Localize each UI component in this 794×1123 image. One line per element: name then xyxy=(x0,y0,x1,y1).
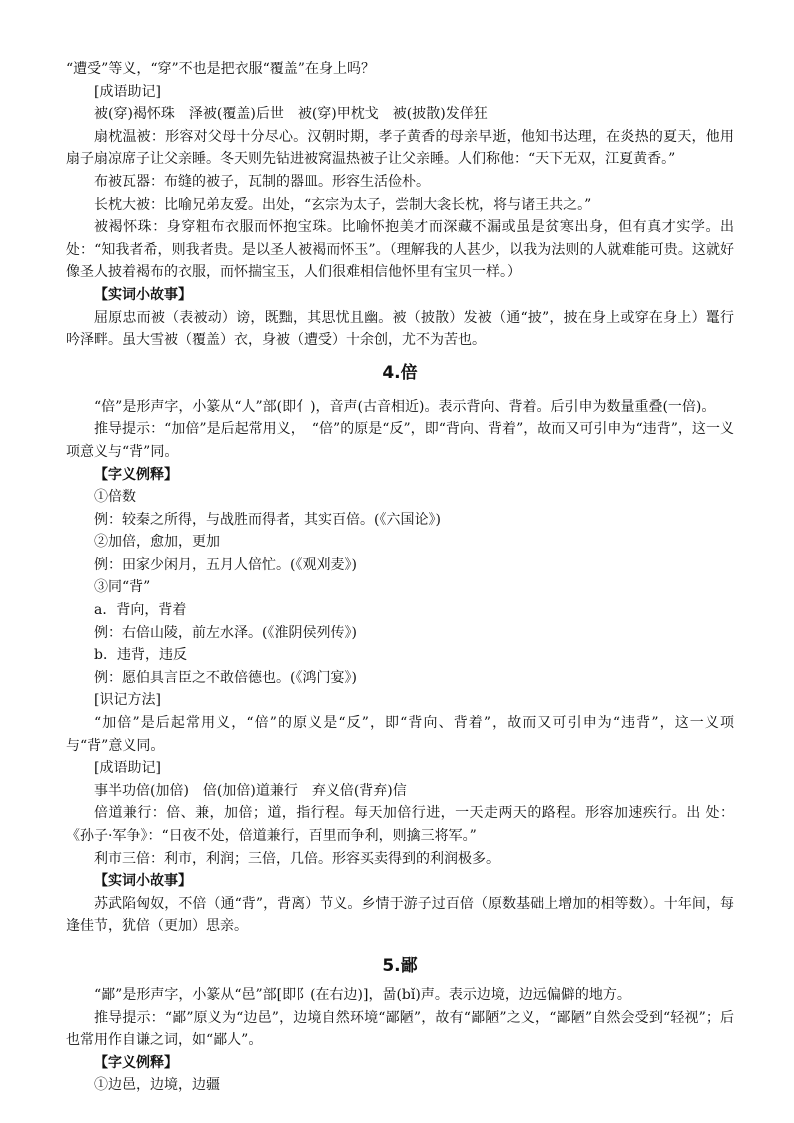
paragraph: “遭受”等义，“穿”不也是把衣服“覆盖”在身上吗？ xyxy=(66,61,375,77)
example-line: 例：右倍山陵，前左水泽。(《淮阴侯列传》) xyxy=(94,624,357,641)
section-heading: 5.鄙 xyxy=(382,955,418,976)
section-label: 【字义例释】 xyxy=(94,1054,178,1071)
definition-item: ①边邑，边境，边疆 xyxy=(94,1077,220,1094)
idiom-list: 事半功倍(加倍) 倍(加倍)道兼行 弃义倍(背弃)信 xyxy=(94,782,407,799)
definition-item: ①倍数 xyxy=(94,489,136,506)
section-label: [成语助记] xyxy=(94,83,161,100)
idiom-explanation: 布被瓦器：布缝的被子，瓦制的器皿。形容生活俭朴。 xyxy=(94,173,430,190)
idiom-list: 被(穿)褐怀珠 泽被(覆盖)后世 被(穿)甲枕戈 被(披散)发佯狂 xyxy=(94,106,488,123)
definition-item: ③同“背” xyxy=(94,579,151,596)
section-label: 【字义例释】 xyxy=(94,466,178,483)
idiom-explanation: 扇枕温被：形容对父母十分尽心。汉朝时期，孝子黄香的母亲早逝，他知书达理，在炎热的夏天，他用扇子扇凉席子让父亲睡。冬天则先钻进被窝温热被子让父亲睡。人们称他：“天下无双，江夏黄香。” xyxy=(66,128,734,168)
idiom-explanation: 长枕大被：比喻兄弟友爱。出处，“玄宗为太子，尝制大衾长枕，将与诸王共之。” xyxy=(94,196,592,213)
section-label: 【实词小故事】 xyxy=(94,873,192,890)
section-label: 【实词小故事】 xyxy=(94,286,192,303)
paragraph: “倍”是形声字，小篆从“人”部(即亻)，音声(古音相近)。表示背向、背着。后引申为数量重叠(一倍)。 xyxy=(94,398,716,415)
paragraph: “鄙”是形声字，小篆从“邑”部[即阝(在右边)]，啚(bǐ)声。表示边境，边远偏僻的地方。 xyxy=(94,986,631,1003)
section-label: [识记方法] xyxy=(94,692,161,709)
idiom-explanation: 倍道兼行：倍、兼，加倍；道，指行程。每天加倍行进，一天走两天的路程。形容加速疾行。出 处：《孙子·军争》：“日夜不处，倍道兼行，百里而争利，则擒三将军。” xyxy=(66,805,734,844)
example-line: 例：较秦之所得，与战胜而得者，其实百倍。(《六国论》) xyxy=(94,511,441,528)
paragraph: “加倍”是后起常用义，“倍”的原义是“反”，即“背向、背着”，故而又可引申为“违背”，这一义项与“背”意义同。 xyxy=(66,715,734,754)
story-paragraph: 屈原忠而被（表被动）谤，既黜，其思忧且幽。被（披散）发被（通“披”，披在身上或穿在身上）鼍行吟泽畔。虽大雪被（覆盖）衣，身被（遭受）十余创，尤不为苦也。 xyxy=(66,309,734,349)
example-line: 例：愿伯具言臣之不敢倍德也。(《鸿门宴》) xyxy=(94,669,357,686)
definition-subitem: a．背向，背着 xyxy=(94,602,187,619)
section-label: [成语助记] xyxy=(94,760,161,777)
paragraph: 推导提示：“加倍”是后起常用义， “倍”的原是“反”，即“背向、背着”，故而又可引申为“违背”，这一义项意义与“背”同。 xyxy=(66,421,734,460)
example-line: 例：田家少闲月，五月人倍忙。(《观刈麦》) xyxy=(94,556,357,573)
document-page xyxy=(66,58,734,1097)
section-heading: 4.倍 xyxy=(382,362,418,383)
definition-subitem: b．违背，违反 xyxy=(94,647,187,664)
paragraph: 推导提示：“鄙”原义为“边邑”，边境自然环境“鄙陋”，故有“鄙陋”之义，“鄙陋”自然会受到“轻视”；后也常用作自谦之词，如“鄙人”。 xyxy=(66,1009,734,1049)
idiom-explanation: 利市三倍：利市，利润；三倍，几倍。形容买卖得到的利润极多。 xyxy=(94,850,500,867)
idiom-explanation: 被褐怀珠：身穿粗布衣服而怀抱宝珠。比喻怀抱美才而深藏不漏或虽是贫寒出身，但有真才实学。出处：“知我者希，则我者贵。是以圣人被褐而怀玉”。（理解我的人甚少，以我为法则的人就难能可贵。这就好像圣人披着褐布的衣服，而怀揣宝玉，人们很难相信他怀里有宝贝一样。） xyxy=(66,219,734,281)
definition-item: ②加倍，愈加，更加 xyxy=(94,534,220,551)
story-paragraph: 苏武陷匈奴，不倍（通“背”，背离）节义。乡情于游子过百倍（原数基础上增加的相等数）。十年间，每逢佳节，犹倍（更加）思亲。 xyxy=(66,895,734,935)
